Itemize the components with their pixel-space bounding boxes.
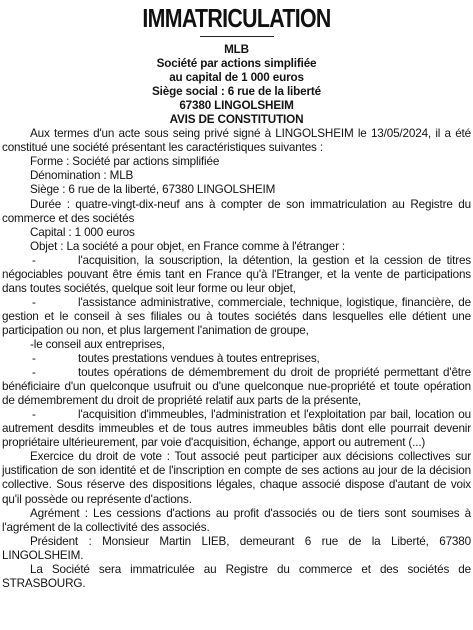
siege-line: Siège : 6 rue de la liberté, 67380 LINGOLSHEIM — [30, 183, 276, 197]
duree-paragraph: Durée : quatre-vingt-dix-neuf ans à compter de son immatriculation au Registre du commerce et des sociétés — [2, 197, 471, 225]
capital-line: Capital : 1 000 euros — [30, 225, 135, 239]
objet-line: Objet : La société a pour objet, en France comme à l'étranger : — [30, 239, 346, 253]
dash-marker: - — [32, 253, 36, 267]
company-form: Société par actions simplifiée — [156, 57, 317, 71]
dash-marker: - — [32, 366, 36, 380]
legal-notice — [2, 0, 471, 591]
denomination-line: Dénomination : MLB — [30, 169, 134, 183]
heading-divider — [200, 36, 274, 37]
dash-marker: - — [32, 295, 36, 309]
notice-type: AVIS DE CONSTITUTION — [169, 113, 304, 127]
dash-marker: - — [32, 352, 36, 366]
company-address: Siège social : 6 rue de la liberté — [152, 85, 321, 99]
objet-item: -le conseil aux entreprises, — [30, 337, 165, 351]
intro-paragraph: Aux termes d'un acte sous seing privé signé à LINGOLSHEIM le 13/05/2024, il a été constitué une société présentant les caractéristiques suivantes : — [2, 127, 471, 155]
agrement-paragraph: Agrément : Les cessions d'actions au profit d'associés ou de tiers sont soumises à l'agrément de la collectivité des associés. — [2, 506, 471, 534]
objet-item: - l'assistance administrative, commerciale, technique, logistique, financière, de gestion et le conseil à ses filiales ou à toutes sociétés dans lesquelles elle détient une participation ou non, et plus largement l'animation de groupe, — [2, 295, 471, 337]
objet-item: - l'acquisition d'immeubles, l'administration et l'exploitation par bail, location ou autrement desdits immeubles et de tous autres immeubles bâtis dont elle pourrait devenir propriétaire ultérieurement, par voie d'acquisition, échange, apport ou autrement (...) — [2, 408, 471, 450]
dash-marker: - — [32, 408, 36, 422]
objet-item: - l'acquisition, la souscription, la détention, la gestion et la cession de titres négociables pouvant être émis tant en France qu'à l'Etranger, et la vente de participations dans toutes sociétés, quelque soit leur forme ou leur objet, — [2, 253, 471, 295]
forme-line: Forme : Société par actions simplifiée — [30, 155, 220, 169]
president-paragraph: Président : Monsieur Martin LIEB, demeurant 6 rue de la Liberté, 67380 LINGOLSHEIM. — [2, 534, 471, 562]
objet-item: - toutes prestations vendues à toutes entreprises, — [2, 352, 471, 366]
company-city: 67380 LINGOLSHEIM — [179, 99, 294, 113]
company-capital: au capital de 1 000 euros — [169, 71, 304, 85]
objet-item: - toutes opérations de démembrement du droit de propriété permettant d'être bénéficiaire d'un quelconque usufruit ou d'une quelconque nue-propriété et toute opération de démembrement du droit de propriété relatif aux parts de la présente, — [2, 366, 471, 408]
registre-paragraph: La Société sera immatriculée au Registre du commerce et des sociétés de STRASBOURG. — [2, 562, 471, 590]
vote-paragraph: Exercice du droit de vote : Tout associé peut participer aux décisions collectives sur justification de son identité et de l'inscription en compte de ses actions au jour de la décision collective. Sous réserve des dispositions légales, chaque associé dispose d'autant de voix qu'il possède ou représente d'actions. — [2, 450, 471, 506]
notice-heading: IMMATRICULATION — [142, 3, 331, 33]
company-name: MLB — [224, 43, 249, 56]
